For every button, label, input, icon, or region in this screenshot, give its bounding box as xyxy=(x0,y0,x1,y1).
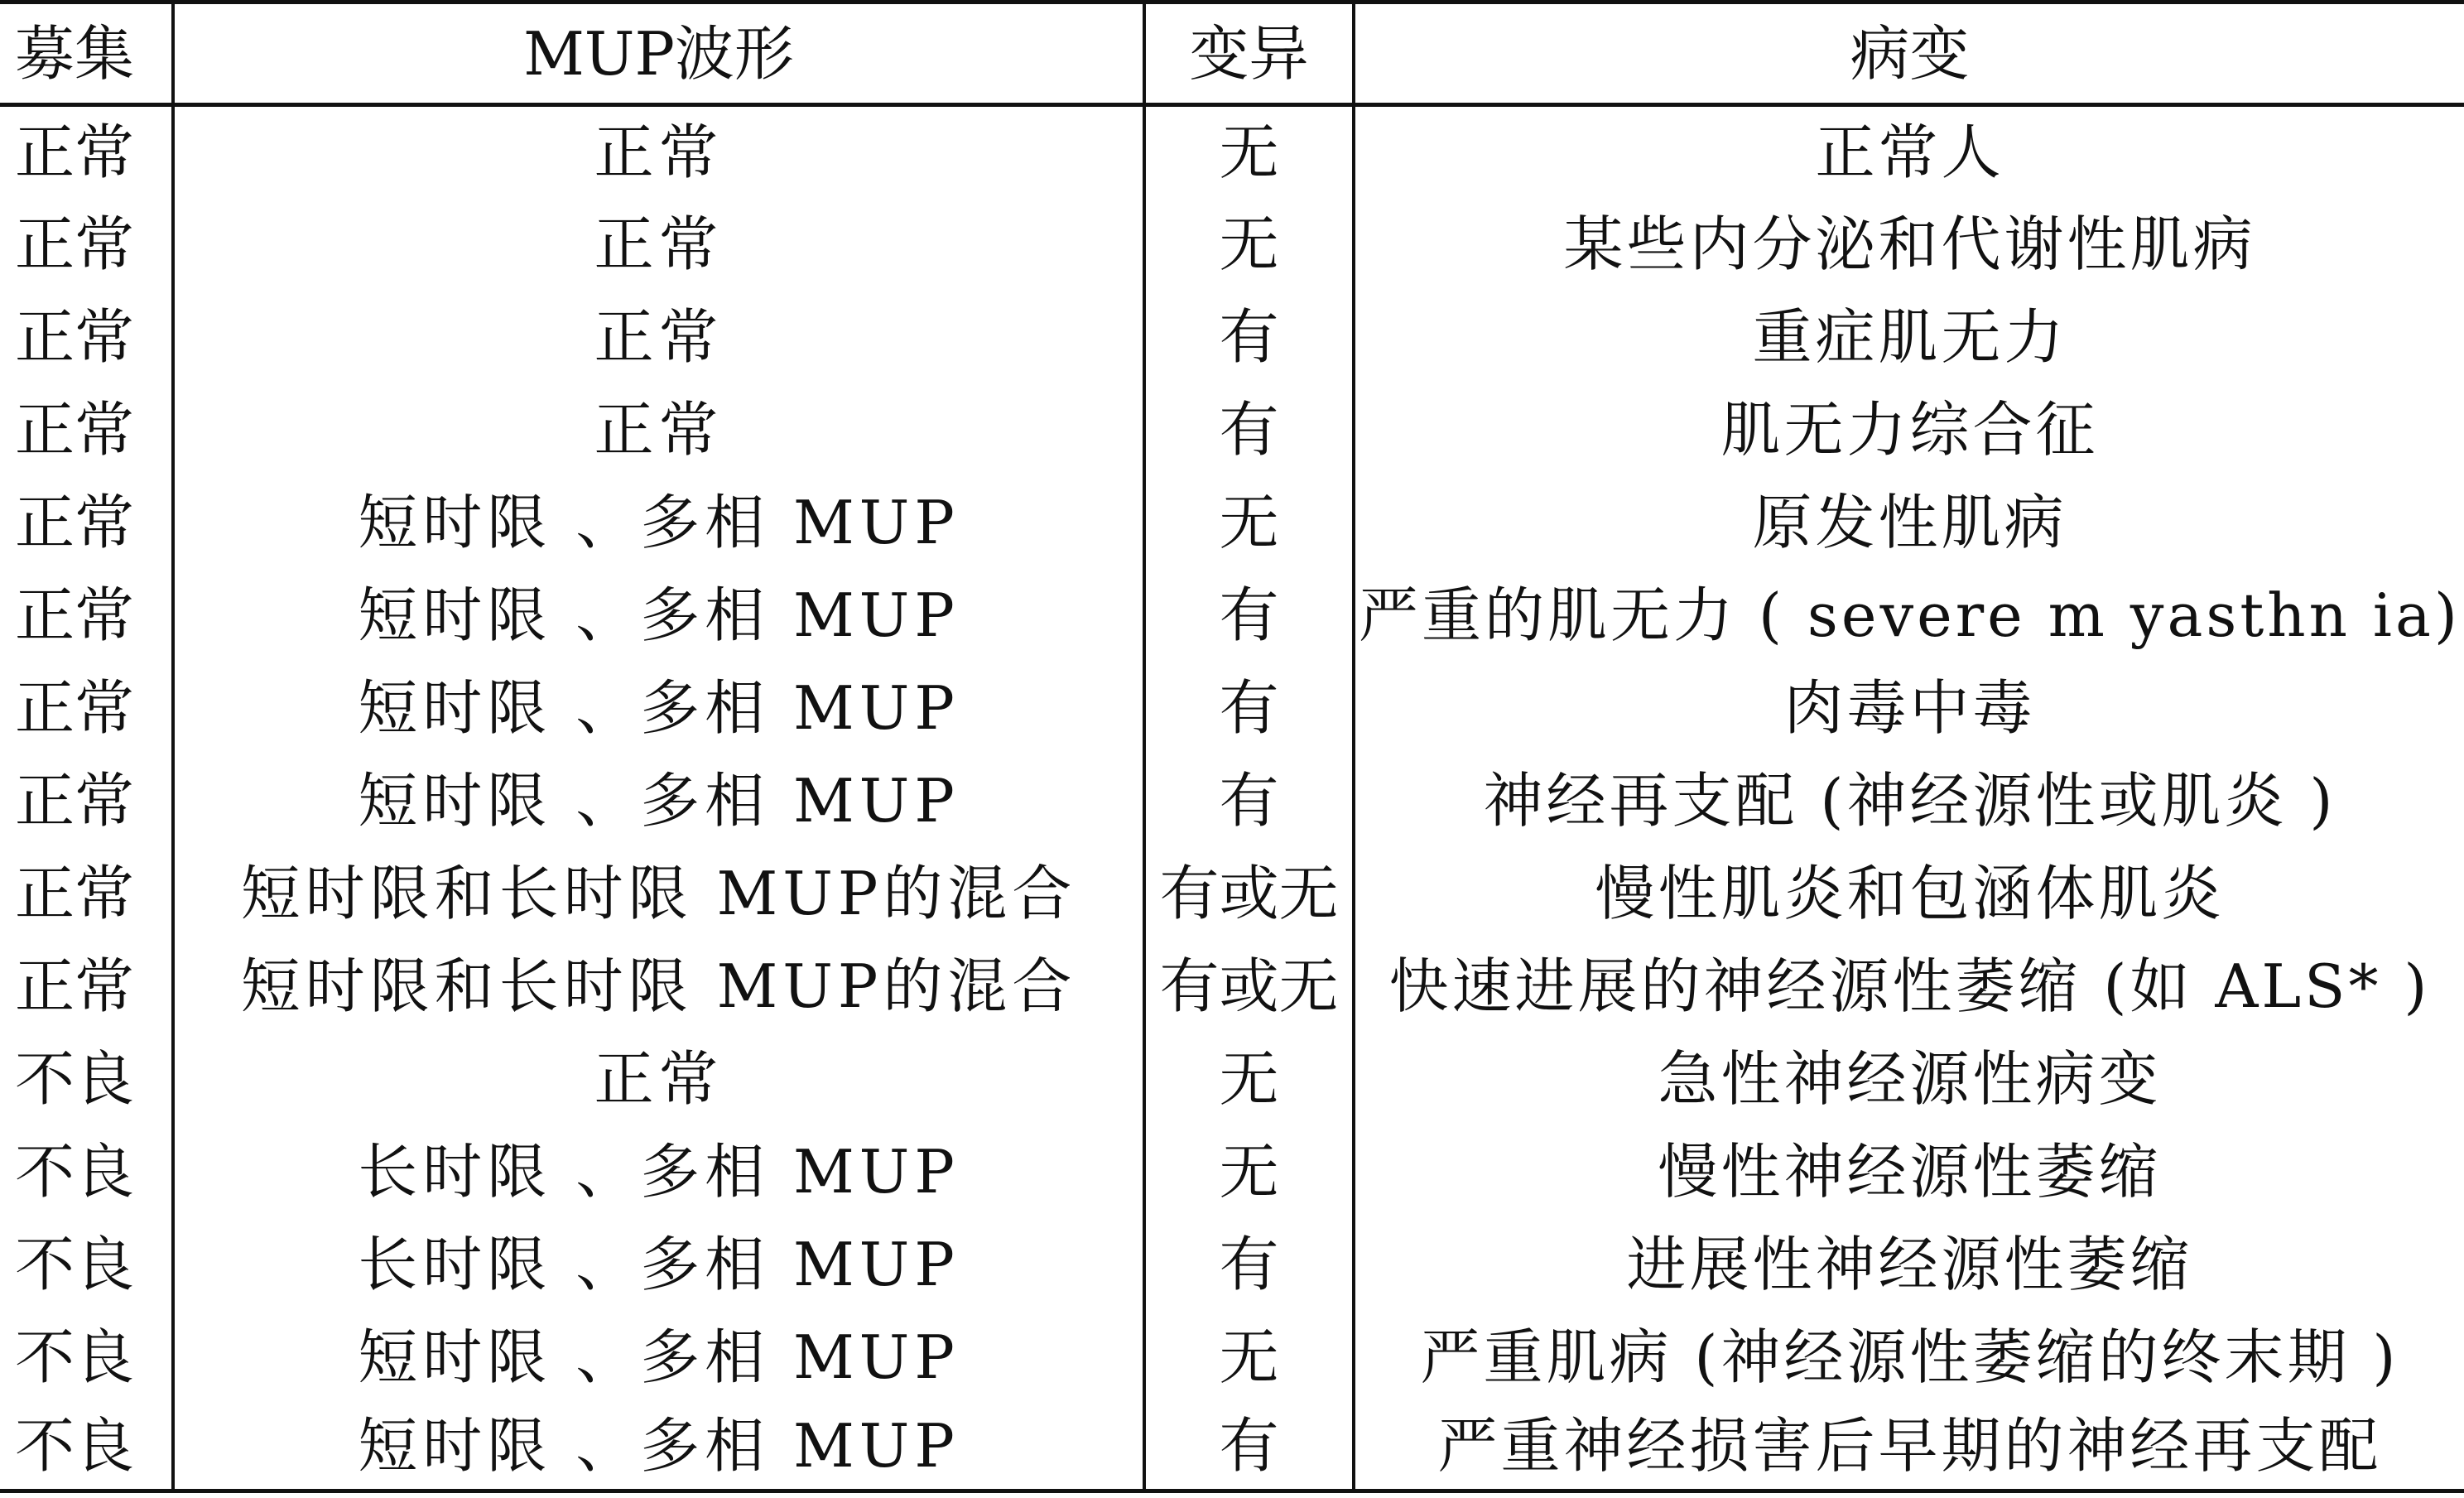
cell-lesion: 肉毒中毒 xyxy=(1783,672,2036,743)
cell-mup-waveform: 正常 xyxy=(173,291,1144,383)
cell-lesion: 进展性神经源性萎缩 xyxy=(1626,1229,2193,1299)
table-row xyxy=(0,1404,2464,1491)
cell-recruitment: 正常 xyxy=(0,754,173,847)
cell-recruitment: 正常 xyxy=(0,569,173,662)
cell-lesion: 重症肌无力 xyxy=(1752,301,2067,372)
table-row xyxy=(0,662,2464,754)
cell-variation: 有 xyxy=(1144,383,1354,476)
table-row xyxy=(0,1125,2464,1218)
cell-mup-waveform: 短时限 、多相 MUP xyxy=(173,569,1144,662)
cell-mup-waveform: 短时限和长时限 MUP的混合 xyxy=(173,940,1144,1033)
cell-recruitment: 正常 xyxy=(0,662,173,754)
table-row xyxy=(0,1218,2464,1311)
cell-lesion: 快速进展的神经源性萎缩 (如 ALS* ) xyxy=(1388,951,2431,1021)
table-row xyxy=(0,1033,2464,1125)
cell-variation: 有或无 xyxy=(1144,847,1354,940)
cell-recruitment: 不良 xyxy=(0,1125,173,1218)
cell-variation: 无 xyxy=(1144,476,1354,569)
cell-variation: 无 xyxy=(1144,1033,1354,1125)
cell-mup-waveform: 长时限 、多相 MUP xyxy=(173,1125,1144,1218)
cell-mup-waveform: 短时限 、多相 MUP xyxy=(173,754,1144,847)
cell-lesion: 原发性肌病 xyxy=(1752,487,2067,557)
cell-lesion: 某些内分泌和代谢性肌病 xyxy=(1563,209,2256,279)
cell-lesion: 严重神经损害后早期的神经再支配 xyxy=(1437,1411,2382,1481)
cell-lesion: 严重肌病 (神经源性萎缩的终末期 ) xyxy=(1420,1322,2399,1392)
table-row xyxy=(0,940,2464,1033)
cell-mup-waveform: 正常 xyxy=(173,383,1144,476)
cell-lesion: 肌无力综合征 xyxy=(1720,394,2099,465)
table-row xyxy=(0,105,2464,198)
cell-variation: 有 xyxy=(1144,754,1354,847)
header-lesion: 病变 xyxy=(1354,2,2464,105)
table-header xyxy=(0,2,2464,105)
cell-variation: 有 xyxy=(1144,662,1354,754)
cell-variation: 有或无 xyxy=(1144,940,1354,1033)
cell-recruitment: 正常 xyxy=(0,291,173,383)
cell-mup-waveform: 正常 xyxy=(173,1033,1144,1125)
table-row xyxy=(0,1311,2464,1404)
cell-variation: 无 xyxy=(1144,105,1354,198)
header-row xyxy=(0,2,2464,105)
cell-lesion: 慢性神经源性萎缩 xyxy=(1658,1136,2162,1207)
cell-lesion: 正常人 xyxy=(1815,117,2004,187)
cell-variation: 有 xyxy=(1144,1404,1354,1491)
cell-recruitment: 正常 xyxy=(0,940,173,1033)
cell-mup-waveform: 短时限 、多相 MUP xyxy=(173,1404,1144,1491)
header-variation: 变异 xyxy=(1144,2,1354,105)
cell-variation: 有 xyxy=(1144,569,1354,662)
table-row xyxy=(0,198,2464,291)
cell-mup-waveform: 正常 xyxy=(173,105,1144,198)
cell-mup-waveform: 正常 xyxy=(173,198,1144,291)
cell-recruitment: 不良 xyxy=(0,1218,173,1311)
cell-mup-waveform: 长时限 、多相 MUP xyxy=(173,1218,1144,1311)
cell-recruitment: 不良 xyxy=(0,1404,173,1491)
cell-recruitment: 正常 xyxy=(0,105,173,198)
cell-mup-waveform: 短时限和长时限 MUP的混合 xyxy=(173,847,1144,940)
cell-mup-waveform: 短时限 、多相 MUP xyxy=(173,476,1144,569)
cell-lesion: 神经再支配 (神经源性或肌炎 ) xyxy=(1483,765,2336,836)
table-row xyxy=(0,754,2464,847)
cell-recruitment: 正常 xyxy=(0,847,173,940)
cell-lesion: 慢性肌炎和包涵体肌炎 xyxy=(1595,858,2225,928)
table-body xyxy=(0,105,2464,1491)
cell-variation: 无 xyxy=(1144,198,1354,291)
cell-lesion: 严重的肌无力 ( severe m yasthn ia) xyxy=(1359,580,2461,650)
cell-recruitment: 正常 xyxy=(0,383,173,476)
cell-mup-waveform: 短时限 、多相 MUP xyxy=(173,662,1144,754)
cell-variation: 有 xyxy=(1144,1218,1354,1311)
table-row xyxy=(0,569,2464,662)
table-row xyxy=(0,383,2464,476)
header-mup-waveform: MUP波形 xyxy=(173,2,1144,105)
cell-lesion: 急性神经源性病变 xyxy=(1658,1043,2162,1114)
table-row xyxy=(0,291,2464,383)
cell-recruitment: 正常 xyxy=(0,476,173,569)
cell-recruitment: 正常 xyxy=(0,198,173,291)
header-recruitment: 募集 xyxy=(0,2,173,105)
table-row xyxy=(0,476,2464,569)
cell-recruitment: 不良 xyxy=(0,1033,173,1125)
cell-variation: 无 xyxy=(1144,1125,1354,1218)
cell-mup-waveform: 短时限 、多相 MUP xyxy=(173,1311,1144,1404)
cell-variation: 无 xyxy=(1144,1311,1354,1404)
cell-recruitment: 不良 xyxy=(0,1311,173,1404)
table-row xyxy=(0,847,2464,940)
cell-variation: 有 xyxy=(1144,291,1354,383)
